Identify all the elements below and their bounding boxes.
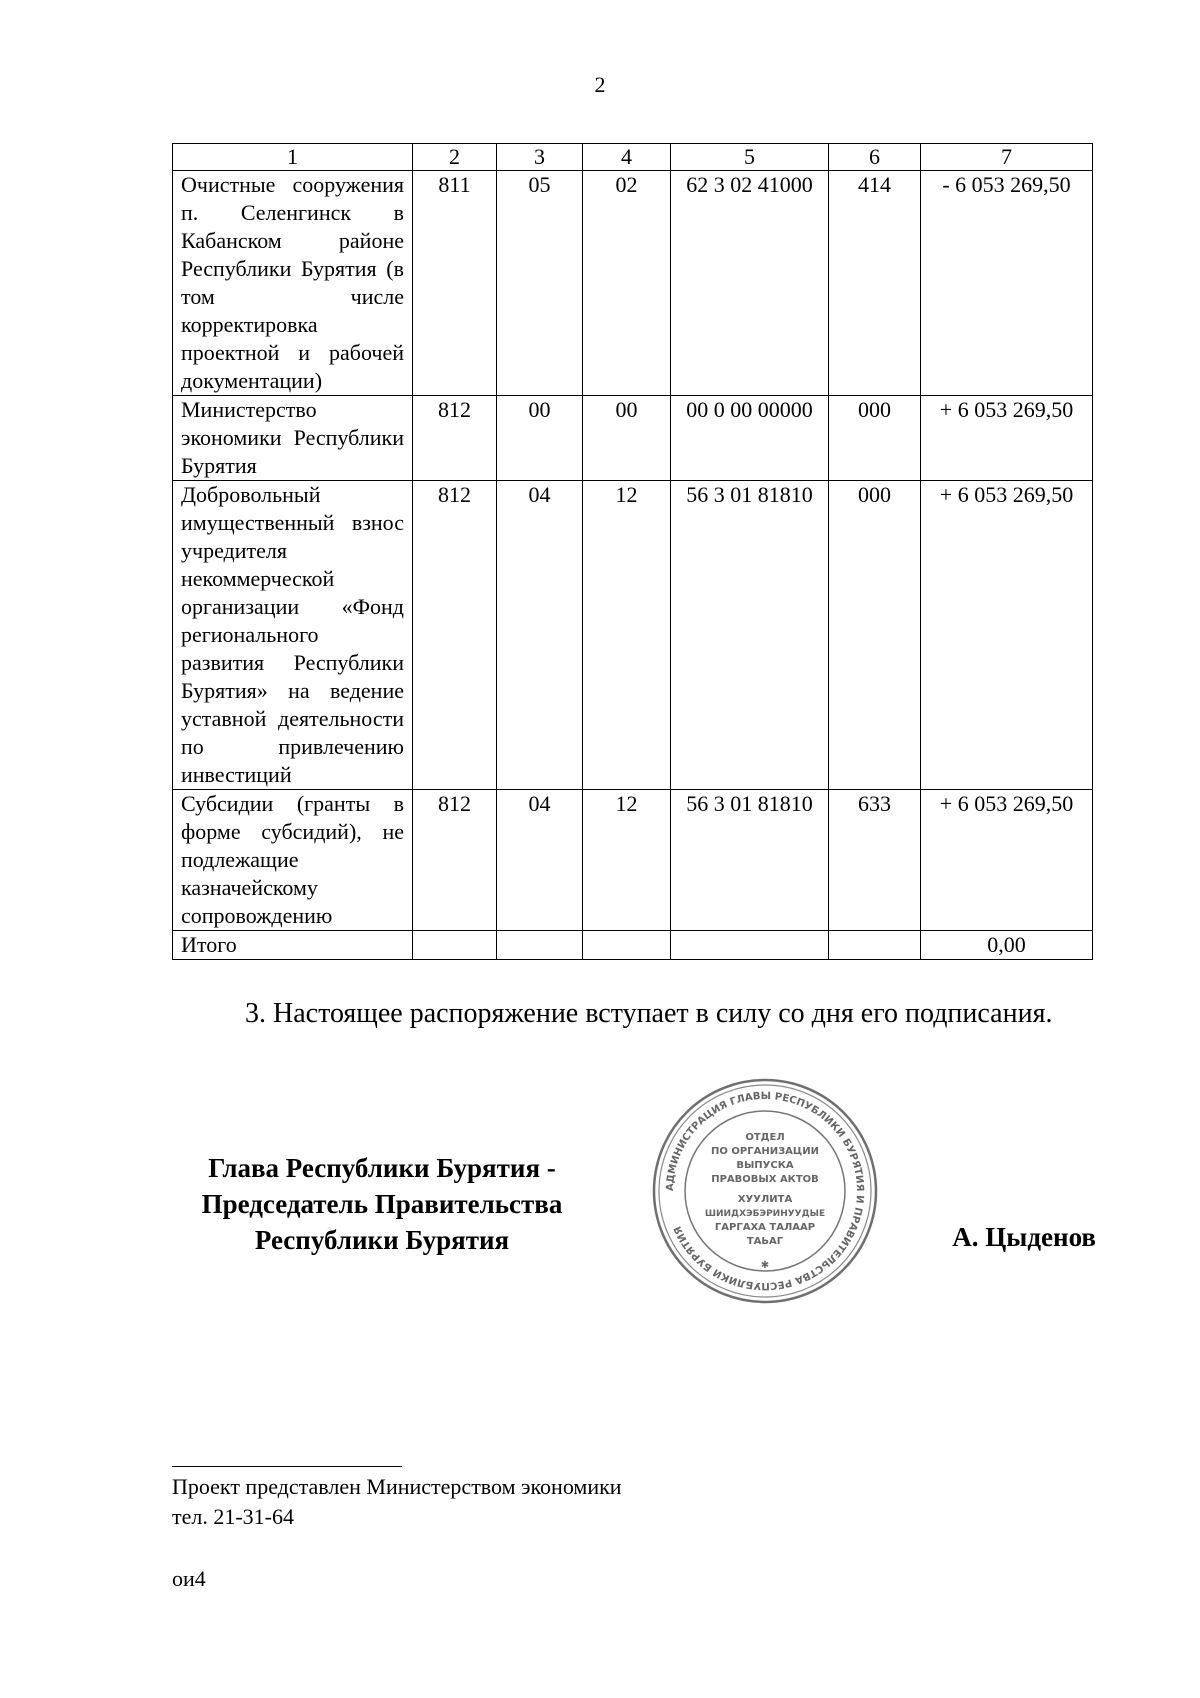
subsection-cell: 12: [583, 790, 671, 931]
empty-cell: [829, 931, 921, 960]
row-name-cell: Добровольный имущественный взнос учредителя некоммерческой организации «Фонд регионального развития Республики Бурятия» на ведение уставной деятельности по привлечению инвестиций: [173, 481, 413, 790]
column-header: 4: [583, 144, 671, 171]
stamp-star-icon: ✱: [760, 1260, 770, 1271]
stamp-line: ПО ОРГАНИЗАЦИИ: [711, 1146, 819, 1157]
amount-cell: - 6 053 269,50: [921, 171, 1093, 396]
amount-cell: + 6 053 269,50: [921, 790, 1093, 931]
total-label-cell: Итого: [173, 931, 413, 960]
empty-cell: [413, 931, 497, 960]
target-article-cell: 62 3 02 41000: [671, 171, 829, 396]
ministry-code-cell: 812: [413, 481, 497, 790]
empty-cell: [583, 931, 671, 960]
table-row: [173, 790, 1093, 931]
budget-table: [172, 143, 1093, 960]
stamp-ring-text: АДМИНИСТРАЦИЯ ГЛАВЫ РЕСПУБЛИКИ БУРЯТИЯ И ПРАВИТЕЛЬСТВА РЕСПУБЛИКИ БУРЯТИЯ: [664, 1090, 866, 1292]
empty-cell: [671, 931, 829, 960]
signatory-name: А. Цыденов: [952, 1222, 1096, 1252]
column-header: 1: [173, 144, 413, 171]
stamp-line: ВЫПУСКА: [736, 1160, 794, 1171]
subsection-cell: 02: [583, 171, 671, 396]
target-article-cell: 56 3 01 81810: [671, 481, 829, 790]
expense-type-cell: 000: [829, 396, 921, 481]
footnote: [172, 1472, 622, 1532]
table-row: [173, 171, 1093, 396]
total-value-cell: 0,00: [921, 931, 1093, 960]
signatory-title: [172, 1150, 592, 1258]
table-row: [173, 396, 1093, 481]
stamp-line: ПРАВОВЫХ АКТОВ: [711, 1174, 819, 1185]
amount-cell: + 6 053 269,50: [921, 396, 1093, 481]
row-name-cell: Субсидии (гранты в форме субсидий), не подлежащие казначейскому сопровождению: [173, 790, 413, 931]
table-total-row: [173, 931, 1093, 960]
subsection-cell: 00: [583, 396, 671, 481]
section-cell: 04: [497, 481, 583, 790]
row-name-cell: Очистные сооружения п. Селенгинск в Кабанском районе Республики Бурятия (в том числе корректировка проектной и рабочей документации): [173, 171, 413, 396]
footnote-line: тел. 21-31-64: [172, 1504, 295, 1529]
ministry-code-cell: 812: [413, 396, 497, 481]
section-cell: 05: [497, 171, 583, 396]
empty-cell: [497, 931, 583, 960]
column-header: 7: [921, 144, 1093, 171]
footnote-divider: [172, 1466, 402, 1467]
row-name-cell: Министерство экономики Республики Бурятия: [173, 396, 413, 481]
official-stamp-icon: [652, 1078, 878, 1304]
stamp-line: ШИИДХЭБЭРИНУУДЫЕ: [704, 1209, 826, 1219]
stamp-line: ГАРГАХА ТАЛААР: [714, 1222, 816, 1233]
column-header: 2: [413, 144, 497, 171]
signatory-title-line: Глава Республики Бурятия -: [208, 1153, 556, 1183]
table-row: [173, 481, 1093, 790]
stamp-line: ТАЬАГ: [746, 1236, 784, 1247]
column-header: 6: [829, 144, 921, 171]
document-code: ои4: [172, 1566, 206, 1591]
section-cell: 04: [497, 790, 583, 931]
table-header-row: [173, 144, 1093, 171]
column-header: 3: [497, 144, 583, 171]
expense-type-cell: 000: [829, 481, 921, 790]
column-header: 5: [671, 144, 829, 171]
signatory-title-line: Республики Бурятия: [254, 1225, 510, 1255]
signatory-title-line: Председатель Правительства: [201, 1189, 563, 1219]
stamp-line: ОТДЕЛ: [745, 1132, 785, 1143]
target-article-cell: 56 3 01 81810: [671, 790, 829, 931]
expense-type-cell: 414: [829, 171, 921, 396]
target-article-cell: 00 0 00 00000: [671, 396, 829, 481]
page-number: 2: [594, 72, 606, 97]
stamp-line: ХУУЛИТА: [737, 1194, 793, 1205]
ministry-code-cell: 812: [413, 790, 497, 931]
section-cell: 00: [497, 396, 583, 481]
ministry-code-cell: 811: [413, 171, 497, 396]
footnote-line: Проект представлен Министерством экономики: [172, 1474, 622, 1499]
clause-3: 3. Настоящее распоряжение вступает в силу со дня его подписания.: [245, 998, 1053, 1029]
subsection-cell: 12: [583, 481, 671, 790]
expense-type-cell: 633: [829, 790, 921, 931]
amount-cell: + 6 053 269,50: [921, 481, 1093, 790]
